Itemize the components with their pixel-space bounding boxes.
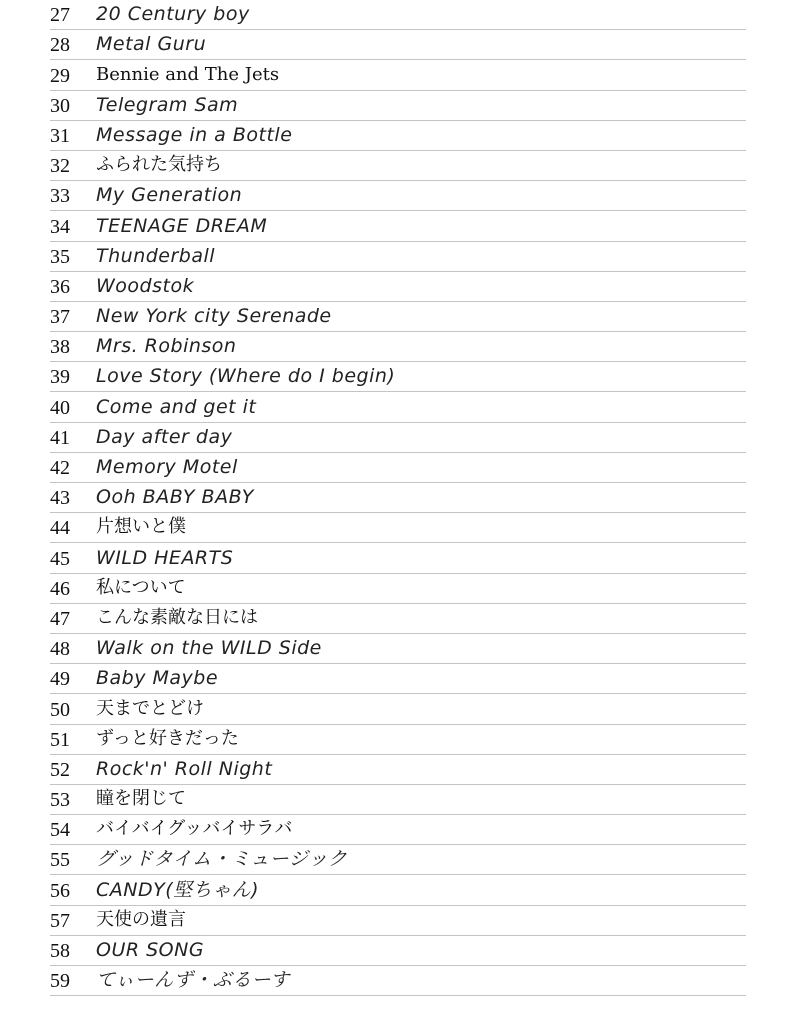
song-list bbox=[50, 0, 746, 996]
song-title: 瞳を閉じて bbox=[96, 788, 186, 810]
song-title: Baby Maybe bbox=[96, 667, 219, 690]
song-number: 53 bbox=[50, 789, 70, 812]
song-number: 49 bbox=[50, 668, 70, 691]
song-row bbox=[50, 181, 746, 211]
song-title: グッドタイム・ミュージック bbox=[96, 848, 348, 871]
song-title: TEENAGE DREAM bbox=[96, 214, 268, 237]
song-row bbox=[50, 302, 746, 332]
song-row bbox=[50, 875, 746, 905]
song-title: Love Story (Where do I begin) bbox=[96, 365, 396, 388]
song-row bbox=[50, 694, 746, 724]
song-title: Bennie and The Jets bbox=[96, 63, 280, 85]
song-number: 31 bbox=[50, 124, 70, 147]
song-title: Message in a Bottle bbox=[96, 123, 293, 146]
song-row bbox=[50, 906, 746, 936]
song-row bbox=[50, 211, 746, 241]
song-title: バイバイグッバイサラバ bbox=[96, 818, 293, 840]
song-number: 27 bbox=[50, 4, 70, 27]
song-number: 41 bbox=[50, 426, 70, 449]
song-row bbox=[50, 966, 746, 996]
song-row bbox=[50, 936, 746, 966]
song-row bbox=[50, 513, 746, 543]
song-title: こんな素敵な日には bbox=[96, 606, 258, 628]
song-row bbox=[50, 845, 746, 875]
song-number: 59 bbox=[50, 970, 70, 993]
song-number: 32 bbox=[50, 155, 70, 178]
song-row bbox=[50, 91, 746, 121]
song-number: 52 bbox=[50, 758, 70, 781]
song-row bbox=[50, 453, 746, 483]
song-row bbox=[50, 785, 746, 815]
song-title: WILD HEARTS bbox=[96, 546, 234, 569]
song-title: Thunderball bbox=[96, 244, 216, 267]
song-number: 45 bbox=[50, 547, 70, 570]
song-number: 34 bbox=[50, 215, 70, 238]
song-number: 35 bbox=[50, 245, 70, 268]
song-title: Metal Guru bbox=[96, 33, 207, 56]
song-row bbox=[50, 725, 746, 755]
song-number: 42 bbox=[50, 457, 70, 479]
song-row bbox=[50, 151, 746, 181]
song-row bbox=[50, 574, 746, 604]
song-row bbox=[50, 483, 746, 513]
song-title: Mrs. Robinson bbox=[96, 335, 237, 358]
song-row bbox=[50, 242, 746, 272]
song-title: てぃーんず・ぶるーす bbox=[96, 969, 290, 992]
song-title: 私について bbox=[96, 576, 186, 598]
song-row bbox=[50, 755, 746, 785]
song-number: 33 bbox=[50, 185, 70, 208]
song-title: Telegram Sam bbox=[96, 93, 239, 116]
song-number: 39 bbox=[50, 366, 70, 389]
song-row bbox=[50, 0, 746, 30]
song-title: 20 Century boy bbox=[96, 3, 250, 26]
song-number: 28 bbox=[50, 34, 70, 57]
song-row bbox=[50, 392, 746, 422]
song-row bbox=[50, 362, 746, 392]
song-number: 40 bbox=[50, 396, 70, 419]
song-title: Day after day bbox=[96, 425, 233, 448]
song-title: ふられた気持ち bbox=[96, 154, 222, 176]
song-row bbox=[50, 121, 746, 151]
song-number: 44 bbox=[50, 517, 70, 540]
song-row bbox=[50, 272, 746, 302]
song-number: 36 bbox=[50, 275, 70, 298]
song-title: 片想いと僕 bbox=[96, 516, 186, 538]
song-title: New York city Serenade bbox=[96, 305, 332, 328]
song-title: ずっと好きだった bbox=[96, 727, 239, 749]
song-number: 43 bbox=[50, 487, 70, 510]
song-title: Come and get it bbox=[96, 395, 257, 418]
song-number: 47 bbox=[50, 607, 70, 630]
song-number: 55 bbox=[50, 849, 70, 872]
song-row bbox=[50, 634, 746, 664]
song-number: 54 bbox=[50, 819, 70, 842]
song-number: 29 bbox=[50, 64, 70, 87]
song-number: 38 bbox=[50, 336, 70, 359]
song-number: 58 bbox=[50, 940, 70, 962]
song-number: 48 bbox=[50, 638, 70, 661]
song-title: Woodstok bbox=[96, 274, 195, 297]
song-title: Ooh BABY BABY bbox=[96, 486, 254, 509]
song-number: 56 bbox=[50, 879, 70, 902]
song-title: CANDY(堅ちゃん) bbox=[96, 878, 260, 901]
song-row bbox=[50, 815, 746, 845]
song-row bbox=[50, 423, 746, 453]
song-title: Rock'n' Roll Night bbox=[96, 757, 273, 780]
song-number: 57 bbox=[50, 909, 70, 932]
song-number: 30 bbox=[50, 94, 70, 117]
song-number: 51 bbox=[50, 728, 70, 751]
song-number: 37 bbox=[50, 306, 70, 329]
song-row bbox=[50, 30, 746, 60]
song-title: My Generation bbox=[96, 184, 243, 207]
song-row bbox=[50, 543, 746, 573]
song-row bbox=[50, 664, 746, 694]
song-number: 50 bbox=[50, 698, 70, 721]
song-title: 天までとどけ bbox=[96, 697, 204, 719]
song-title: Memory Motel bbox=[96, 456, 238, 478]
song-number: 46 bbox=[50, 577, 70, 600]
song-title: 天使の遺言 bbox=[96, 908, 186, 930]
song-row bbox=[50, 604, 746, 634]
song-row bbox=[50, 332, 746, 362]
song-title: OUR SONG bbox=[96, 939, 205, 961]
song-row bbox=[50, 60, 746, 90]
song-title: Walk on the WILD Side bbox=[96, 637, 322, 660]
